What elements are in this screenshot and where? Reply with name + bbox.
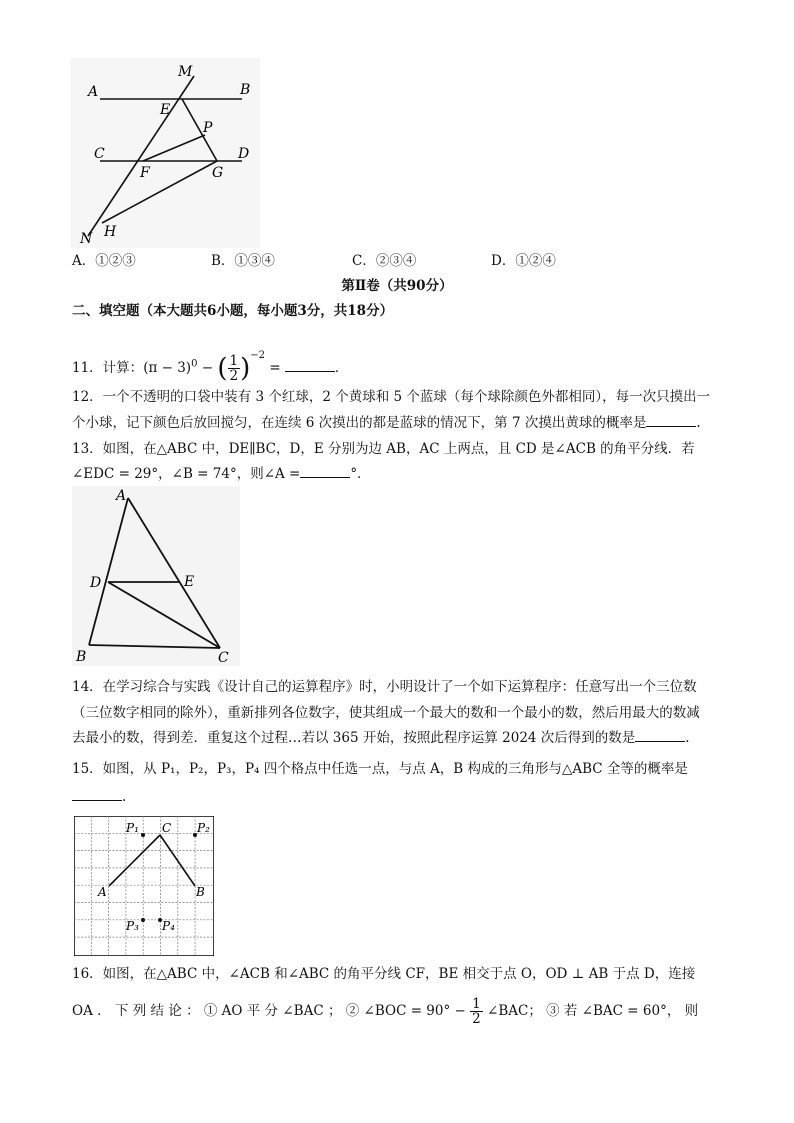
- q12-answer-blank: [646, 412, 696, 427]
- label-b: B: [240, 82, 251, 98]
- label-d: D: [90, 575, 102, 591]
- q11-exp-a: 0: [191, 358, 198, 370]
- label-f: F: [140, 165, 150, 181]
- label-c: C: [162, 821, 172, 835]
- question-13-line2: ∠EDC = 29°，∠B = 74°，则∠A = °．: [72, 462, 371, 486]
- label-b: B: [196, 885, 205, 899]
- label-a: A: [88, 84, 99, 100]
- label-e: E: [160, 102, 171, 118]
- question-13-line1: 13．如图，在△ABC 中，DE∥BC，D，E 分别为边 AB，AC 上两点，且 CD 是∠ACB 的角平分线．若: [72, 441, 695, 457]
- label-d: D: [238, 146, 250, 162]
- q16-fraction: $\frac{1}{2}$: [472, 996, 481, 1027]
- label-p4: P₄: [162, 919, 175, 933]
- option-c: C．②③④: [352, 253, 417, 269]
- q13-answer-blank: [300, 463, 350, 478]
- label-a: A: [98, 885, 107, 899]
- q11-minus: −: [201, 360, 214, 376]
- question-14-line3: 去最小的数，得到差．重复这个过程…若以 365 开始，按照此程序运算 2024 次后得到的数是 .: [72, 726, 690, 750]
- question-16-line2: OA ． 下 列 结 论 ： ① AO 平 分 ∠BAC ； ② ∠BOC = 90° − $\frac{1}{2}$ ∠BAC； ③ 若 ∠BAC = 60°， 则: [72, 996, 699, 1027]
- figure-triangle-abc: [72, 486, 240, 666]
- q11-prefix: 11．计算：: [72, 360, 144, 376]
- question-14-line1: 14．在学习综合与实践《设计自己的运算程序》时，小明设计了一个如下运算程序：任意写出一个三位数: [72, 679, 697, 695]
- label-h: H: [104, 224, 117, 240]
- label-c: C: [94, 146, 105, 162]
- label-b: B: [76, 649, 87, 665]
- q11-exp-b: −2: [250, 350, 266, 361]
- q11-expr-a: (π − 3): [143, 360, 192, 376]
- label-e: E: [184, 574, 195, 590]
- section-heading: 二、填空题（本大题共6小题，每小题3分，共18分）: [72, 303, 394, 319]
- q14-answer-blank: [635, 727, 685, 742]
- question-15-line1: 15．如图，从 P₁，P₂，P₃，P₄ 四个格点中任选一点，与点 A，B 构成的三角形与△ABC 全等的概率是: [72, 761, 688, 777]
- label-g: G: [212, 165, 224, 181]
- question-12-line1: 12．一个不透明的口袋中装有 3 个红球，2 个黄球和 5 个蓝球（每个球除颜色外都相同），每一次只摸出一: [72, 389, 711, 405]
- point-p3: [141, 918, 145, 922]
- q15-answer-blank: [72, 786, 122, 801]
- label-a: A: [116, 488, 127, 504]
- label-p3: P₃: [126, 919, 139, 933]
- option-b: B．①③④: [211, 253, 275, 269]
- point-p1: [141, 833, 145, 837]
- option-d: D．①②④: [491, 253, 556, 269]
- question-15-line2: .: [72, 785, 126, 809]
- question-11: 11．计算：$(\pi - 3)^0$ − ( $\frac{1}{2}$ )$^{-2}$ = ．: [72, 350, 349, 384]
- question-12-line2: 个小球，记下颜色后放回搅匀，在连续 6 次摸出的都是蓝球的情况下，第 7 次摸出黄球的概率是 .: [72, 411, 701, 435]
- label-p2: P₂: [197, 821, 210, 835]
- label-c: C: [218, 650, 229, 666]
- label-p: P: [203, 120, 213, 136]
- question-14-line2: （三位数字相同的除外），重新排列各位数字，使其组成一个最大的数和一个最小的数，然后用最大的数减: [72, 705, 700, 721]
- volume-title: 第Ⅱ卷（共90分）: [341, 278, 453, 294]
- figure-grid: [74, 816, 214, 956]
- option-a: A．①②③: [72, 253, 136, 269]
- q11-answer-blank: [285, 357, 335, 372]
- label-n: N: [80, 231, 93, 247]
- figure-parallel-lines: [70, 58, 260, 248]
- q11-eq: =: [269, 360, 281, 376]
- label-m: M: [178, 64, 193, 80]
- q11-fraction: $\frac{1}{2}$: [229, 353, 239, 384]
- label-p1: P₁: [126, 821, 139, 835]
- question-16-line1: 16．如图，在△ABC 中，∠ACB 和∠ABC 的角平分线 CF，BE 相交于点 O，OD ⊥ AB 于点 D，连接: [72, 966, 696, 982]
